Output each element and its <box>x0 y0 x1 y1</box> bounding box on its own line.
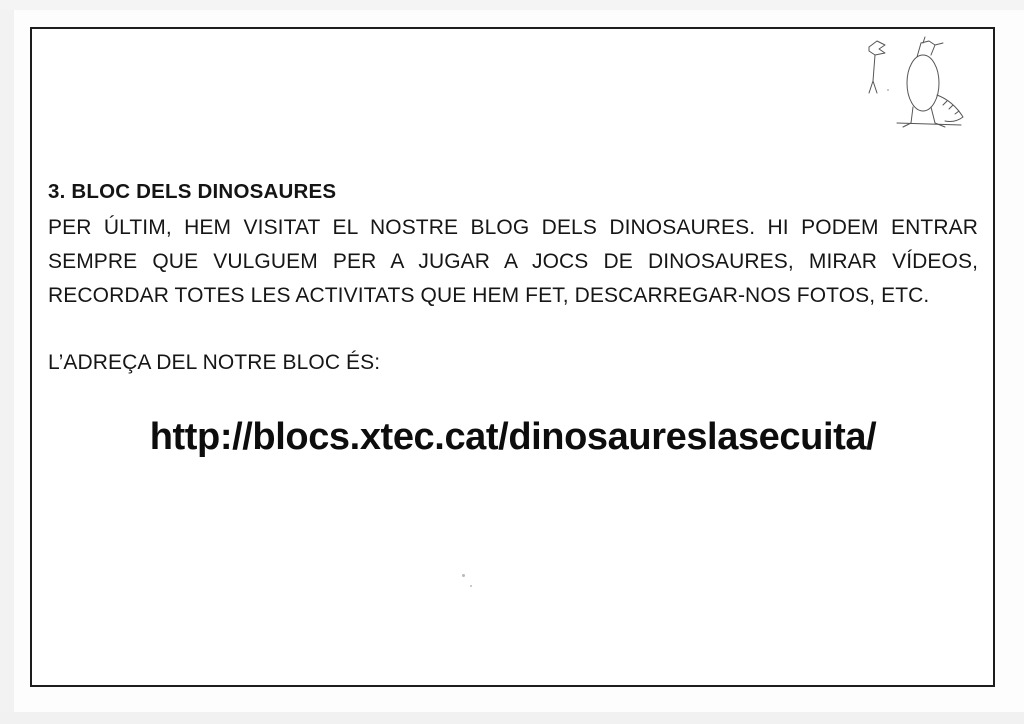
dinosaur-drawing-icon <box>851 35 981 145</box>
scan-speck <box>887 89 889 91</box>
scan-edge-bottom <box>0 712 1024 724</box>
slide-frame <box>30 27 995 687</box>
slide-content <box>48 179 978 459</box>
body-paragraph: PER ÚLTIM, HEM VISITAT EL NOSTRE BLOG DELS DINOSAURES. HI PODEM ENTRAR SEMPRE QUE VULGUEM PER A JUGAR A JOCS DE DINOSAURES, MIRAR VÍDEOS, RECORDAR TOTES LES ACTIVITATS QUE HEM FET, DESCARREGAR-NOS FOTOS, ETC. <box>48 215 978 307</box>
scan-speck <box>470 585 472 587</box>
scan-edge-top <box>0 0 1024 10</box>
scan-edge-left <box>0 0 14 724</box>
section-heading: 3. BLOC DELS DINOSAURES <box>48 180 337 203</box>
scan-speck <box>462 574 465 577</box>
blog-url: http://blocs.xtec.cat/dinosaureslasecuita/ <box>149 416 877 459</box>
paragraph-spacer <box>48 313 978 347</box>
address-lead-line: L’ADREÇA DEL NOTRE BLOC ÉS: <box>48 350 381 374</box>
